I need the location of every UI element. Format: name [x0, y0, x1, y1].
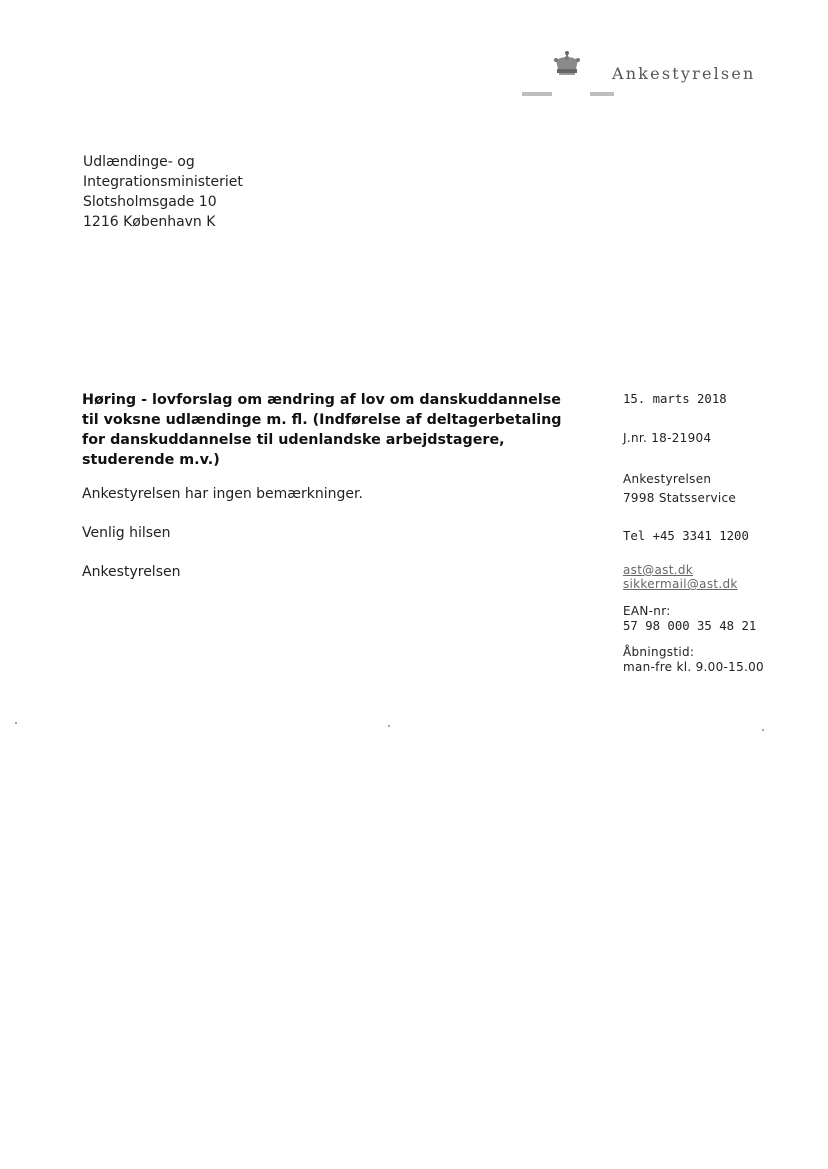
- journal-number: J.nr. 18-21904: [623, 431, 712, 445]
- sender-address: [623, 470, 736, 508]
- letter-signature: Ankestyrelsen: [82, 564, 181, 580]
- letter-date: 15. marts 2018: [623, 392, 727, 406]
- scan-speck: [762, 729, 764, 731]
- logo-divider-right: [590, 92, 614, 96]
- sender-postal: 7998 Statsservice: [623, 491, 737, 505]
- crown-icon: [552, 50, 582, 78]
- scan-speck: [388, 725, 390, 727]
- letter-subject: Høring - lovforslag om ændring af lov om danskuddannelse til voksne udlændinge m. fl. (Indførelse af deltagerbetaling for danskuddannelse til udenlandske arbejdstagere, studerende m.v.): [82, 392, 562, 468]
- hours-value: man-fre kl. 9.00-15.00: [623, 660, 764, 674]
- recipient-address: [83, 152, 243, 232]
- scan-speck: [15, 722, 17, 724]
- agency-logo: [520, 50, 800, 100]
- secure-email-link[interactable]: sikkermail@ast.dk: [623, 577, 738, 591]
- letter-greeting: Venlig hilsen: [82, 525, 171, 541]
- hours-label: Åbningstid:: [623, 645, 695, 659]
- address-line: Slotsholmsgade 10: [83, 194, 217, 210]
- ean-label: EAN-nr:: [623, 604, 671, 618]
- letter-body: Ankestyrelsen har ingen bemærkninger.: [82, 486, 363, 502]
- address-line: Integrationsministeriet: [83, 174, 243, 190]
- ean-info: [623, 604, 756, 634]
- email-link[interactable]: ast@ast.dk: [623, 563, 694, 577]
- address-line: 1216 København K: [83, 214, 216, 230]
- logo-divider-left: [522, 92, 552, 96]
- phone-number: Tel +45 3341 1200: [623, 529, 749, 543]
- ean-number: 57 98 000 35 48 21: [623, 619, 757, 633]
- sender-name: Ankestyrelsen: [623, 472, 712, 486]
- logo-wordmark: Ankestyrelsen: [612, 64, 756, 83]
- address-line: Udlændinge- og: [83, 154, 195, 170]
- opening-hours: [623, 645, 764, 675]
- contact-emails: [623, 563, 738, 591]
